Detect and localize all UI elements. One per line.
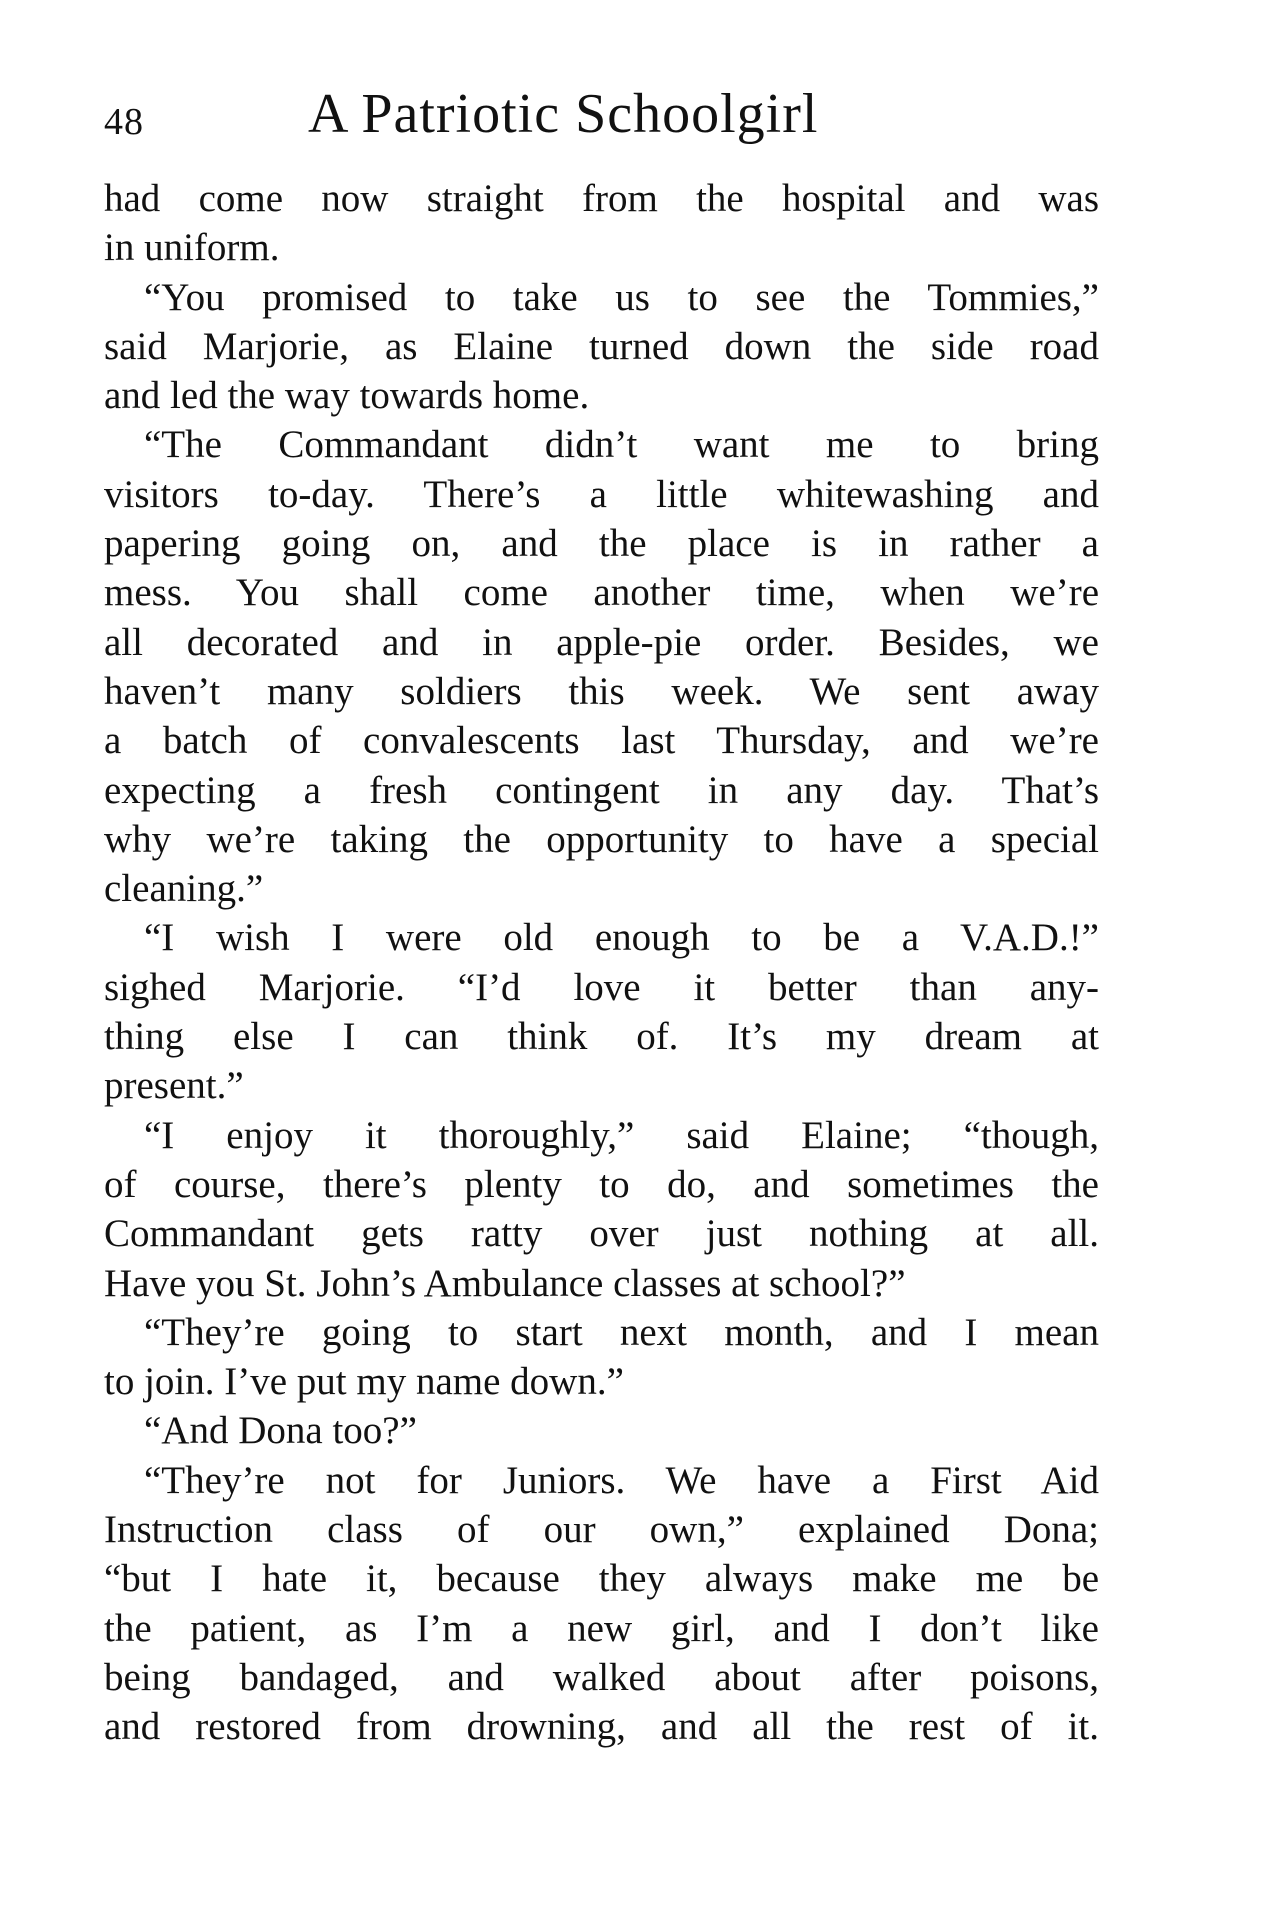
text-line: “but I hate it, because they always make me be	[104, 1557, 1099, 1601]
text-line: “I wish I were old enough to be a V.A.D.!”	[144, 916, 1099, 960]
text-line: mess. You shall come another time, when we’re	[104, 571, 1099, 615]
text-line: papering going on, and the place is in rather a	[104, 522, 1099, 566]
body-text	[104, 174, 1099, 1752]
text-line: said Marjorie, as Elaine turned down the side road	[104, 324, 1099, 368]
text-line: “They’re going to start next month, and I mean	[144, 1310, 1099, 1354]
text-line: in uniform.	[104, 226, 280, 270]
text-line: “They’re not for Juniors. We have a First Aid	[144, 1458, 1099, 1502]
text-line: and led the way towards home.	[104, 374, 590, 418]
text-line: of course, there’s plenty to do, and sometimes the	[104, 1162, 1099, 1206]
text-line: why we’re taking the opportunity to have a special	[104, 817, 1099, 861]
text-line: visitors to-day. There’s a little whitewashing and	[104, 472, 1099, 516]
text-line: the patient, as I’m a new girl, and I don’t like	[104, 1606, 1099, 1650]
text-line: thing else I can think of. It’s my dream at	[104, 1015, 1099, 1059]
text-line: expecting a fresh contingent in any day. That’s	[104, 768, 1099, 812]
text-line: present.”	[104, 1064, 244, 1108]
text-line: Instruction class of our own,” explained Dona;	[104, 1508, 1099, 1552]
page-number: 48	[104, 101, 144, 143]
text-line: had come now straight from the hospital and was	[104, 177, 1099, 220]
running-title: A Patriotic Schoolgirl	[308, 83, 819, 145]
text-line: “The Commandant didn’t want me to bring	[144, 423, 1099, 467]
text-line: a batch of convalescents last Thursday, and we’re	[104, 719, 1099, 763]
text-line: being bandaged, and walked about after poisons,	[104, 1655, 1099, 1699]
text-line: Have you St. John’s Ambulance classes at school?”	[104, 1261, 906, 1305]
text-line: to join. I’ve put my name down.”	[104, 1360, 624, 1404]
text-line: and restored from drowning, and all the rest of it.	[104, 1705, 1099, 1749]
text-line: “I enjoy it thoroughly,” said Elaine; “though,	[144, 1113, 1099, 1157]
text-line: “You promised to take us to see the Tommies,”	[144, 275, 1099, 319]
text-line: Commandant gets ratty over just nothing at all.	[104, 1212, 1099, 1256]
page-header	[104, 82, 1104, 152]
text-line: cleaning.”	[104, 867, 264, 911]
text-line: “And Dona too?”	[144, 1409, 417, 1453]
text-line: haven’t many soldiers this week. We sent away	[104, 669, 1099, 713]
text-line: sighed Marjorie. “I’d love it better than any-	[104, 965, 1099, 1009]
text-line: all decorated and in apple-pie order. Besides, we	[104, 620, 1099, 664]
